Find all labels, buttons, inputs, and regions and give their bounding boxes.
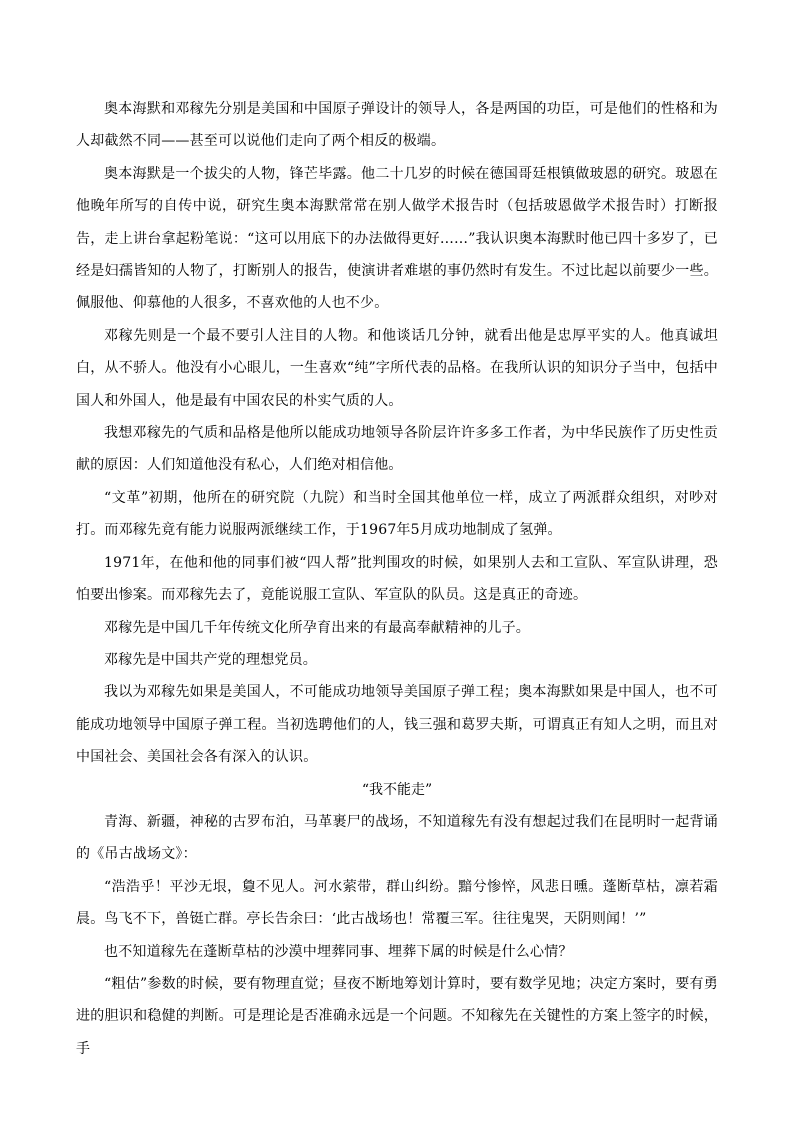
paragraph-deng-character: 邓稼先则是一个最不要引人注目的人物。和他谈话几分钟，就看出他是忠厚平实的人。他真诚坦白，从不骄人。他没有小心眼儿，一生喜欢“纯”字所代表的品格。在我所认识的知识分子当中，包括中国人和外国人，他是最有中国农民的朴实气质的人。 [76, 327, 718, 409]
paragraph-comparison: 我以为邓稼先如果是美国人，不可能成功地领导美国原子弹工程；奥本海默如果是中国人，也不可能成功地领导中国原子弹工程。当初选聘他们的人，钱三强和葛罗夫斯，可谓真正有知人之明，而且对中国社会、美国社会各有深入的认识。 [76, 684, 718, 766]
paragraph-devotion: 邓稼先是中国几千年传统文化所孕育出来的有最高奉献精神的儿子。 [104, 619, 530, 636]
paragraph-quotation: “浩浩乎！平沙无垠，敻不见人。河水萦带，群山纠纷。黯兮惨悴，风悲日曛。蓬断草枯，凛若霜晨。鸟飞不下，兽铤亡群。亭长告余曰：‘此古战场也！常覆三军。往往鬼哭，天阴则闻！’” [76, 878, 718, 928]
paragraph-burial: 也不知道稼先在蓬断草枯的沙漠中埋葬同事、埋葬下属的时候是什么心情？ [104, 943, 573, 960]
paragraph-cultural-revolution: “文革”初期，他所在的研究院（九院）和当时全国其他单位一样，成立了两派群众组织，对吵对打。而邓稼先竟有能力说服两派继续工作，于1967年5月成功地制成了氢弹。 [76, 489, 718, 539]
paragraph-1971: 1971年，在他和他的同事们被“四人帮”批判围攻的时候，如果别人去和工宣队、军宣队讲理，恐怕要出惨案。而邓稼先去了，竟能说服工宣队、军宣队的队员。这是真正的奇迹。 [76, 554, 718, 604]
article-body [76, 93, 718, 1065]
paragraph-estimation: “粗估”参数的时候，要有物理直觉；昼夜不断地筹划计算时，要有数学见地；决定方案时，要有勇进的胆识和稳健的判断。可是理论是否准确永远是一个问题。不知稼先在关键性的方案上签字的时候，手 [76, 975, 718, 1057]
paragraph-lop-nur: 青海、新疆，神秘的古罗布泊，马革裹尸的战场，不知道稼先有没有想起过我们在昆明时一起背诵的《吊古战场文》： [76, 813, 718, 863]
paragraph-deng-leadership: 我想邓稼先的气质和品格是他所以能成功地领导各阶层许许多多工作者，为中华民族作了历史性贡献的原因：人们知道他没有私心，人们绝对相信他。 [76, 425, 718, 474]
paragraph-party-member: 邓稼先是中国共产党的理想党员。 [104, 651, 317, 668]
paragraph-oppenheimer-deng-intro: 奥本海默和邓稼先分别是美国和中国原子弹设计的领导人，各是两国的功臣，可是他们的性格和为人却截然不同——甚至可以说他们走向了两个相反的极端。 [76, 101, 718, 150]
section-heading: “我不能走” [361, 781, 433, 798]
paragraph-oppenheimer-character: 奥本海默是一个拔尖的人物，锋芒毕露。他二十几岁的时候在德国哥廷根镇做玻恩的研究。玻恩在他晚年所写的自传中说，研究生奥本海默常常在别人做学术报告时（包括玻恩做学术报告时）打断报告，走上讲台拿起粉笔说：“这可以用底下的办法做得更好……”我认识奥本海默时他已四十多岁了，已经是妇孺皆知的人物了，打断别人的报告，使演讲者难堪的事仍然时有发生。不过比起以前要少一些。佩服他、仰慕他的人很多，不喜欢他的人也不少。 [76, 165, 718, 312]
